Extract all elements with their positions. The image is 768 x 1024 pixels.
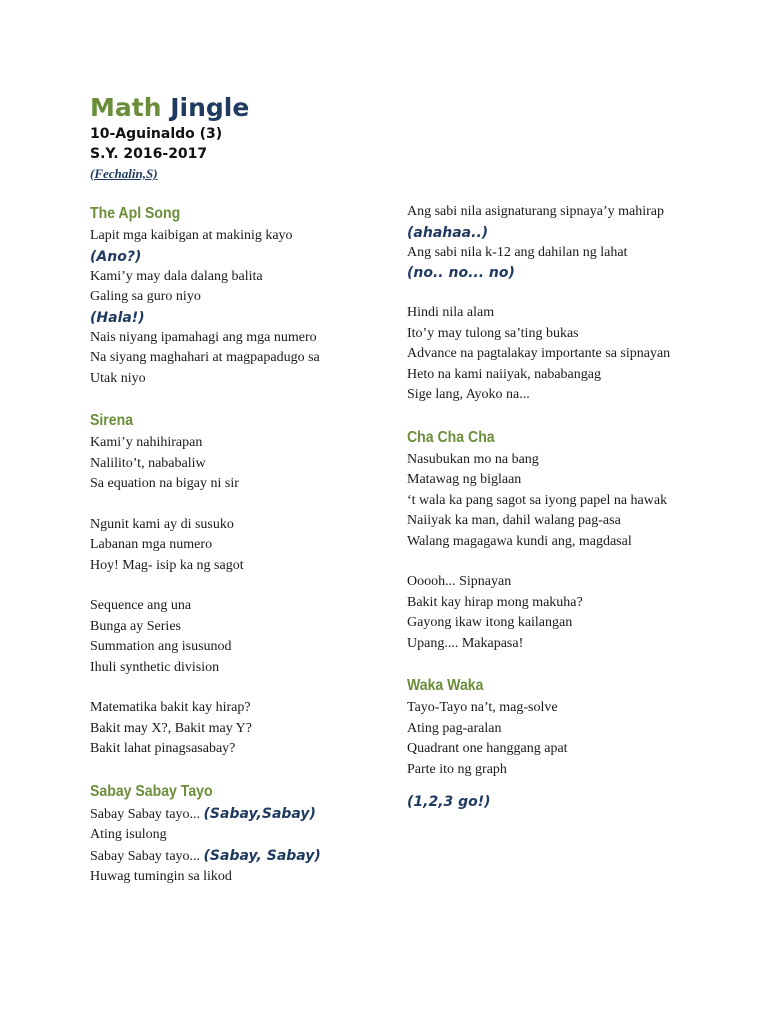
lyric-line: Nasubukan mo na bang [407,451,539,467]
lyric-line: Bakit kay hirap mong makuha? [407,594,583,610]
class-section: 10-Aguinaldo (3) [90,126,223,142]
song-title: The Apl Song [90,205,181,222]
stanza-break [90,495,390,515]
spacer [90,389,390,409]
stanza-break [407,780,677,792]
lyric-line: Sequence ang una [90,598,192,613]
song-the-apl-song [90,202,390,389]
lyric-line-with-response [90,846,390,868]
lyric-line: Heto na kami naiiyak, nababangag [407,366,601,382]
lyric-text: Sabay Sabay tayo... [90,806,201,822]
lyric-line: Bakit lahat pinagsasabay? [90,741,236,756]
lyric-line: Hindi nila alam [407,305,495,320]
song-cha-cha-cha [407,426,677,655]
lyric-line: Utak niyo [90,370,146,386]
document-title [90,92,249,124]
stanza-break [90,576,390,596]
lyric-line: Ang sabi nila asignaturang sipnaya’y mahirap [407,204,664,219]
lyric-line: Naiiyak ka man, dahil walang pag-asa [407,513,621,528]
spacer [407,654,677,674]
lyric-line: Ating pag-aralan [407,720,502,736]
lyric-line: Ihuli synthetic division [90,659,220,675]
school-year: S.Y. 2016-2017 [90,146,208,162]
chorus-response: (Sabay, Sabay) [203,847,321,864]
left-column [90,202,390,888]
lyric-line: Galing sa guro niyo [90,289,201,304]
stanza-break [407,552,677,572]
lyric-line: Matawag ng biglaan [407,472,522,487]
lyric-line: Walang magagawa kundi ang, magdasal [407,533,632,549]
lyric-line: Advance na pagtalakay importante sa sipnayan [407,346,671,361]
lyric-text: Sabay Sabay tayo... [90,848,201,864]
chorus-response: (Hala!) [90,309,145,326]
lyric-line: Nais niyang ipamahagi ang mga numero [90,329,317,345]
lyric-line: Bakit may X?, Bakit may Y? [90,720,252,736]
song-title: Sirena [90,412,134,429]
lyric-line: Summation ang isusunod [90,639,232,654]
title-word-math: Math [90,93,162,122]
lyric-line: Upang.... Makapasa! [407,635,524,651]
lyric-line: Ito’y may tulong sa’ting bukas [407,325,579,341]
song-waka-waka [407,674,677,812]
lyric-line: Sige lang, Ayoko na... [407,387,530,402]
stanza-break [90,678,390,698]
song-sirena [90,409,390,760]
spacer [90,760,390,780]
lyric-line: Parte ito ng graph [407,761,507,777]
song-sabay-sabay-tayo [90,780,390,888]
lyric-line: Ooooh... Sipnayan [407,574,512,589]
lyric-line: Ngunit kami ay di susuko [90,516,234,532]
title-word-jingle: Jingle [170,93,250,122]
chorus-response: (Sabay,Sabay) [203,805,316,822]
document-header [90,92,249,184]
song-title: Waka Waka [407,677,484,694]
lyric-line-with-response [90,804,390,826]
lyric-line: ‘t wala ka pang sagot sa iyong papel na hawak [407,492,668,508]
chorus-response: (ahahaa..) [407,224,489,241]
stanza-break [407,283,677,303]
lyric-line: Quadrant one hanggang apat [407,741,568,756]
lyric-line: Bunga ay Series [90,618,181,634]
lyric-line: Nalilito’t, nababaliw [90,455,206,471]
song-sabay-continued [407,202,677,406]
lyric-line: Labanan mga numero [90,537,213,552]
lyric-line: Hoy! Mag- isip ka ng sagot [90,557,244,573]
lyric-line: Tayo-Tayo na’t, mag-solve [407,700,558,715]
lyric-line: Huwag tumingin sa likod [90,869,232,884]
chorus-response: (no.. no... no) [407,265,515,281]
song-title: Cha Cha Cha [407,428,495,446]
song-title: Sabay Sabay Tayo [90,782,213,800]
lyric-line: Na siyang maghahari at magpapadugo sa [90,350,320,365]
chorus-response: (Ano?) [90,248,142,265]
lyric-line: Kami’y nahihirapan [90,435,203,450]
lyric-line: Ating isulong [90,827,167,842]
author-name: (Fechalin,S) [90,166,158,181]
lyric-line: Lapit mga kaibigan at makinig kayo [90,228,293,243]
right-column [407,202,677,812]
spacer [407,406,677,426]
lyric-line: Kami’y may dala dalang balita [90,268,263,284]
lyric-line: Sa equation na bigay ni sir [90,476,239,491]
chorus-response: (1,2,3 go!) [407,794,491,810]
lyric-line: Matematika bakit kay hirap? [90,700,251,715]
lyric-line: Gayong ikaw itong kailangan [407,615,573,630]
lyric-line: Ang sabi nila k-12 ang dahilan ng lahat [407,244,628,260]
